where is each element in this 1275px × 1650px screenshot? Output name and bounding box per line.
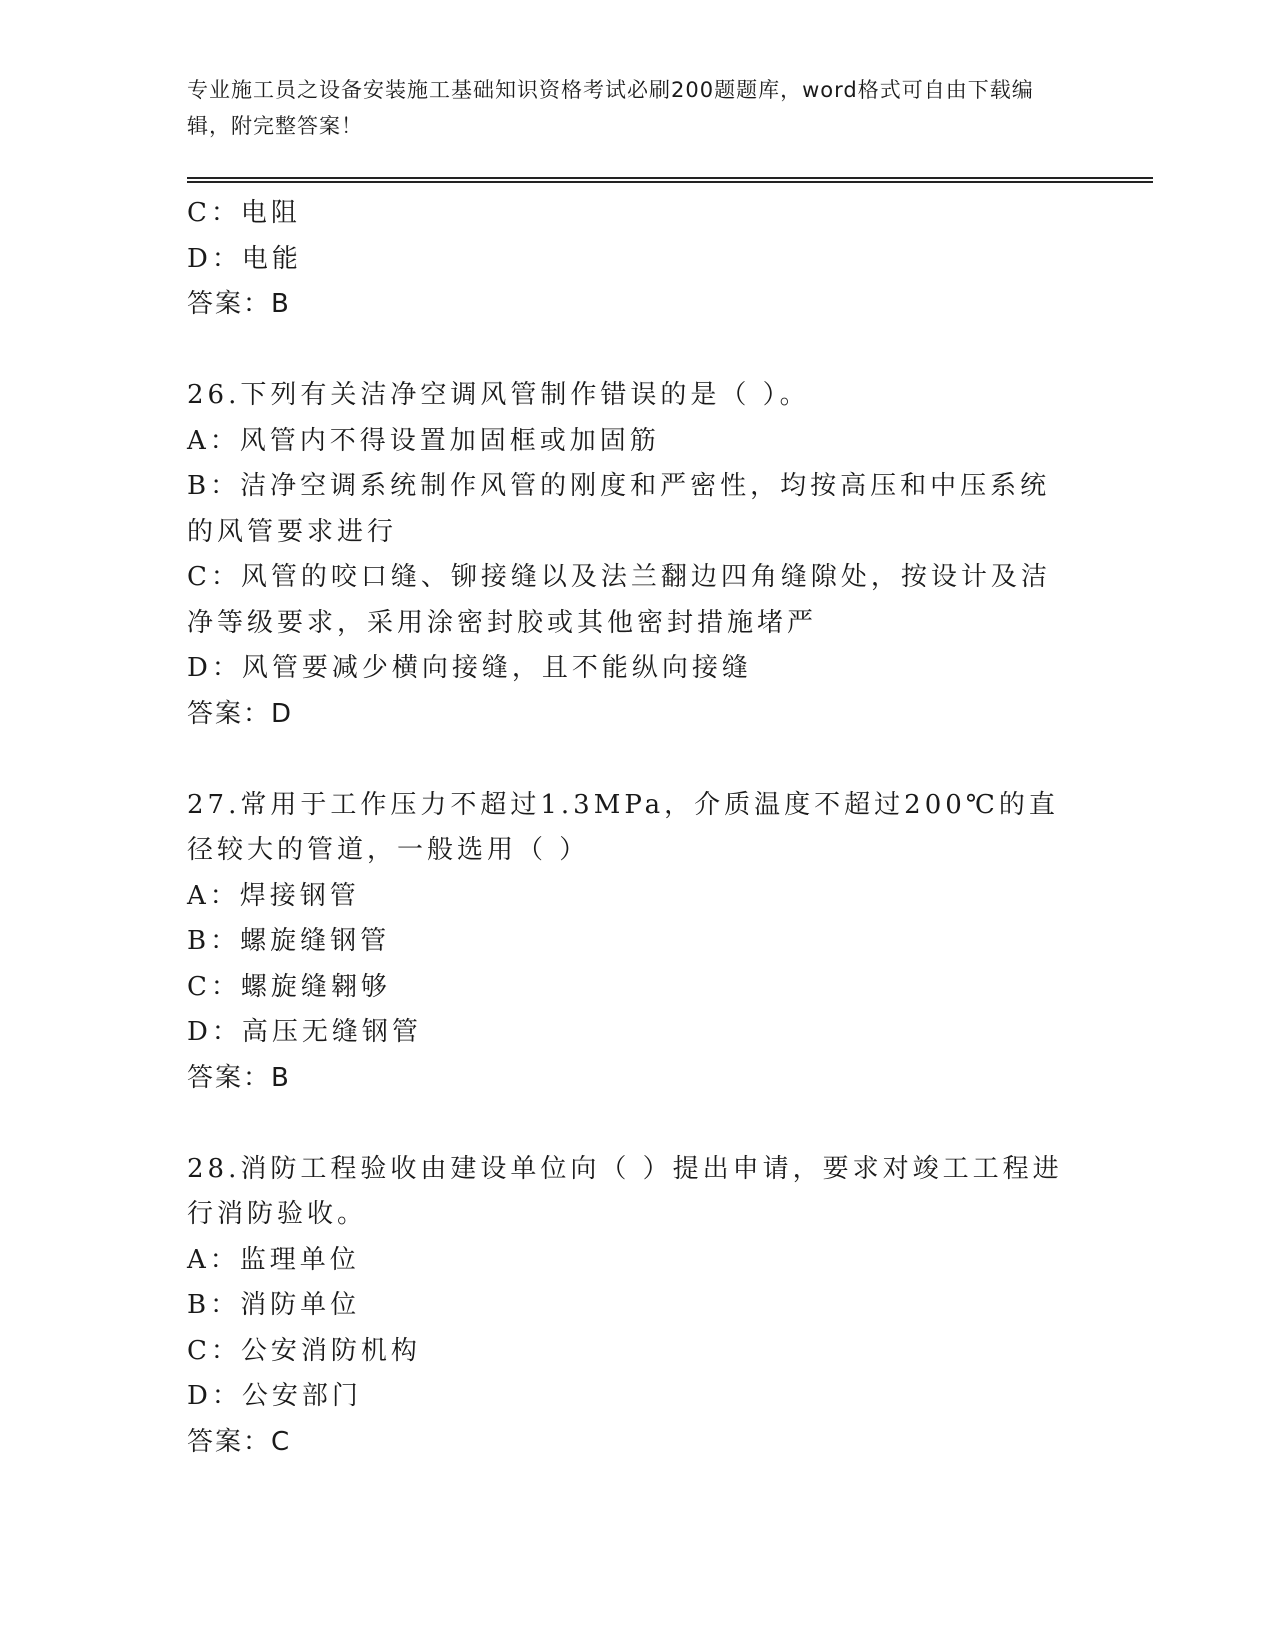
option-d: D：公安部门 [187,1381,362,1411]
question-28 [187,1147,1077,1466]
question-stem: 26.下列有关洁净空调风管制作错误的是（ ）。 [187,380,810,410]
header-divider [187,177,1153,179]
option-d: D：风管要减少横向接缝，且不能纵向接缝 [187,653,752,683]
question-list [187,191,1077,1465]
answer-line: 答案：B [187,289,291,319]
question-stem: 27.常用于工作压力不超过1.3MPa，介质温度不超过200℃的直径较大的管道，一般选用（ ） [187,789,1059,865]
option-a: A：风管内不得设置加固框或加固筋 [187,425,660,456]
option-a: A：监理单位 [187,1244,360,1275]
document-header: 专业施工员之设备安装施工基础知识资格考试必刷200题题库，word格式可自由下载编辑，附完整答案！ [187,78,1034,138]
question-26 [187,373,1077,737]
option-c: C：螺旋缝翱够 [187,971,391,1002]
question-27 [187,783,1077,1102]
answer-line: 答案：D [187,698,294,729]
option-b: B：螺旋缝钢管 [187,926,391,956]
answer-line: 答案：B [187,1062,291,1093]
answer-line: 答案：C [187,1426,292,1457]
question-stem: 28.消防工程验收由建设单位向（ ）提出申请，要求对竣工工程进行消防验收。 [187,1153,1063,1229]
previous-question-tail [187,191,1077,328]
option-c: C：风管的咬口缝、铆接缝以及法兰翻边四角缝隙处，按设计及洁净等级要求，采用涂密封胶或其他密封措施堵严 [187,562,1051,638]
option-a: A：焊接钢管 [187,880,360,911]
option-c: C：电阻 [187,198,301,228]
option-c: C：公安消防机构 [187,1335,421,1366]
option-b: B：洁净空调系统制作风管的刚度和严密性，均按高压和中压系统的风管要求进行 [187,471,1051,547]
option-d: D：高压无缝钢管 [187,1017,422,1047]
header-divider-secondary [187,181,1153,183]
option-d: D：电能 [187,243,302,274]
option-b: B：消防单位 [187,1290,361,1320]
